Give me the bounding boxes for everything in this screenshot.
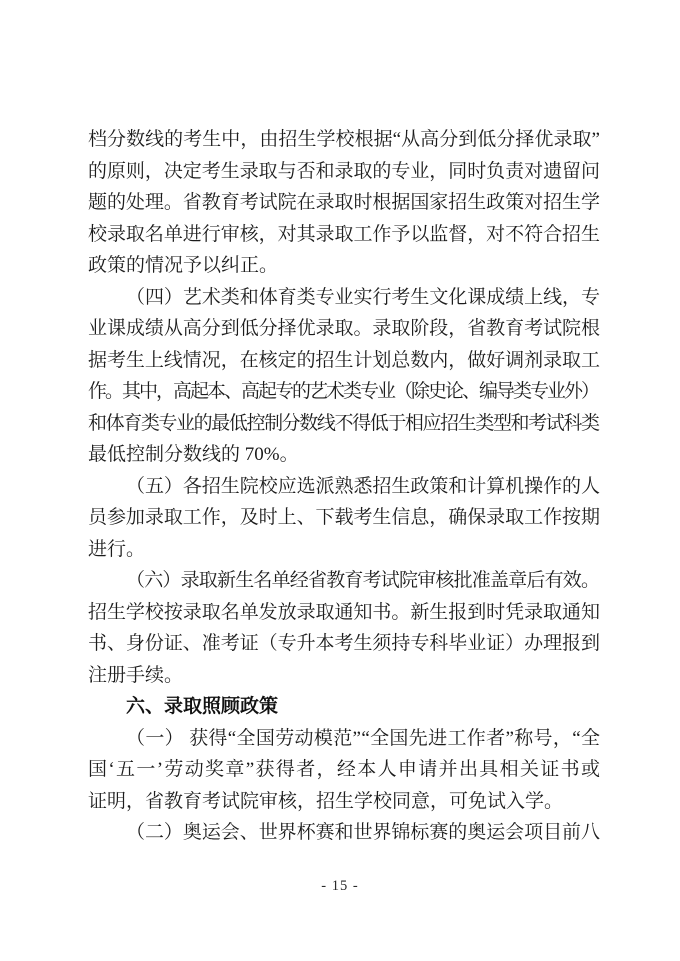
text-line: （五）各招生院校应选派熟悉招生政策和计算机操作的人 [126, 475, 600, 497]
text-line: 书、身份证、准考证（专升本考生须持专科毕业证）办理报到 [88, 633, 600, 654]
text-line: 员参加录取工作，及时上、下载考生信息，确保录取工作按期 [88, 507, 600, 528]
text-line: 政策的情况予以纠正。 [88, 255, 279, 276]
text-line: 题的处理。省教育考试院在录取时根据国家招生政策对招生学 [88, 192, 600, 213]
text-line: 档分数线的考生中，由招生学校根据“从高分到低分择优录取” [88, 129, 601, 150]
text-line: 最低控制分数线的 70%。 [88, 444, 299, 465]
text-line: 国‘五一’劳动奖章”获得者，经本人申请并出具相关证书或 [88, 759, 602, 780]
section-heading: 六、录取照顾政策 [126, 696, 279, 717]
document-body [88, 124, 600, 849]
text-line: （一） 获得“全国劳动模范”“全国先进工作者”称号，“全 [126, 727, 601, 749]
text-line: 和体育类专业的最低控制分数线不得低于相应招生类型和考试科类 [88, 412, 599, 434]
page-number: - 15 - [321, 878, 359, 894]
text-line: 的原则，决定考生录取与否和录取的专业，同时负责对遗留问 [88, 160, 600, 182]
text-line: 招生学校按录取名单发放录取通知书。新生报到时凭录取通知 [88, 601, 600, 623]
text-line: 业课成绩从高分到低分择优录取。录取阶段，省教育考试院根 [88, 318, 600, 339]
text-line: 进行。 [88, 538, 146, 560]
text-line: （四）艺术类和体育类专业实行考生文化课成绩上线，专 [126, 286, 600, 308]
text-line: （二）奥运会、世界杯赛和世界锦标赛的奥运会项目前八 [126, 822, 600, 843]
text-line: 作。其中，高起本、高起专的艺术类专业（除史论、编导类专业外） [88, 381, 598, 402]
text-line: 据考生上线情况，在核定的招生计划总数内，做好调剂录取工 [88, 349, 600, 371]
text-line: （六）录取新生名单经省教育考试院审核批准盖章后有效。 [126, 570, 600, 591]
text-line: 证明，省教育考试院审核，招生学校同意，可免试入学。 [88, 790, 564, 812]
text-line: 校录取名单进行审核，对其录取工作予以监督，对不符合招生 [88, 223, 600, 245]
text-line: 注册手续。 [88, 664, 184, 686]
